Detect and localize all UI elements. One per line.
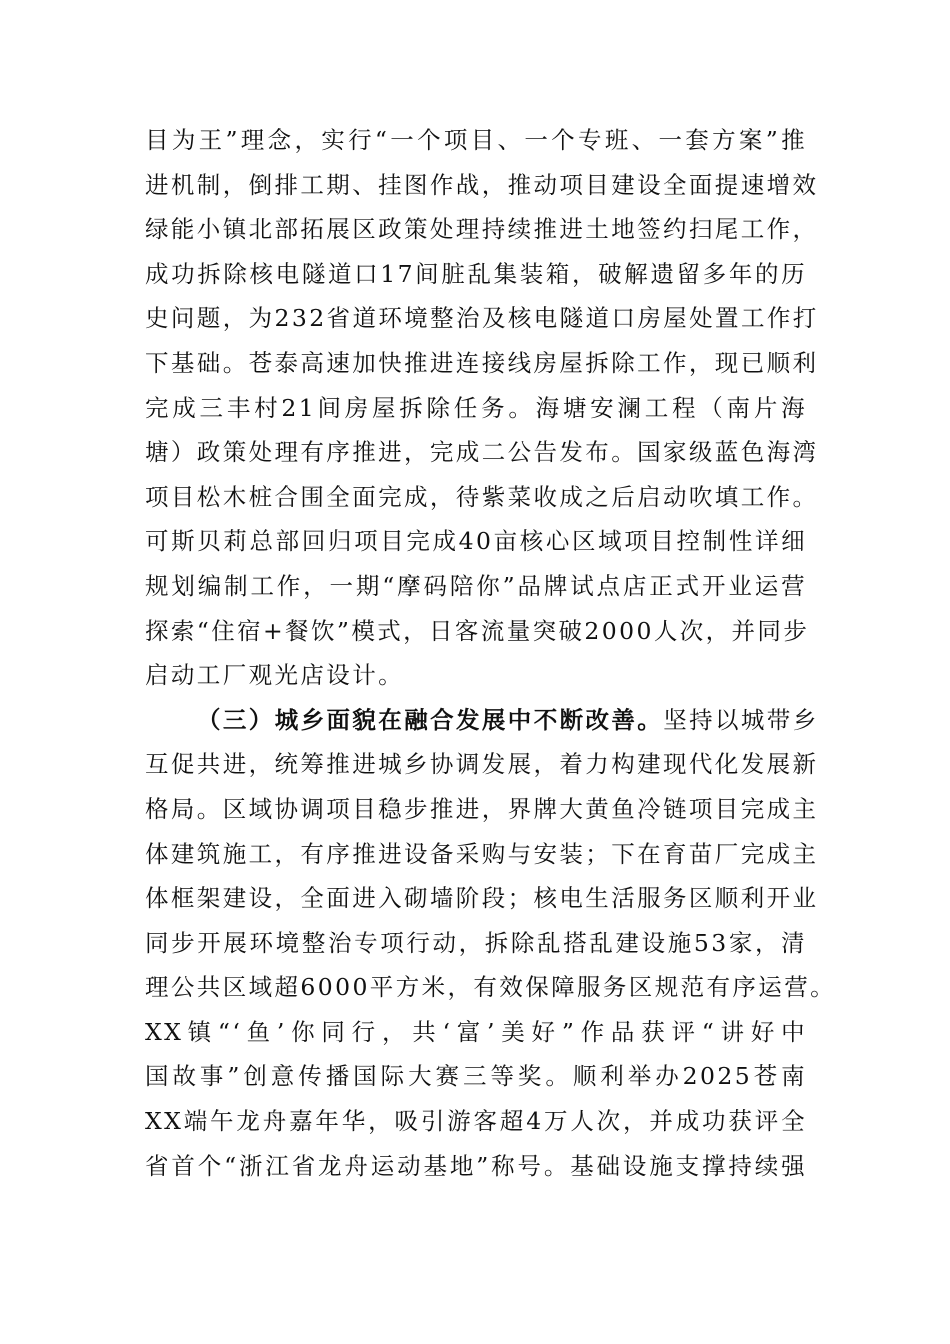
text-line: 同步开展环境整治专项行动，拆除乱搭乱建设施53家，清 [145,928,807,957]
text-line: 完成三丰村21间房屋拆除任务。海塘安澜工程（南片海 [145,393,807,422]
text-line: 史问题，为232省道环境整治及核电隧道口房屋处置工作打 [145,304,819,333]
text-line: 绿能小镇北部拓展区政策处理持续推进土地签约扫尾工作， [145,215,819,244]
text-line: 探索“住宿+餐饮”模式，日客流量突破2000人次，并同步 [145,616,810,645]
text-line: 塘）政策处理有序推进，完成二公告发布。国家级蓝色海湾 [145,438,819,467]
document-body [145,118,837,1188]
text-line: 理公共区域超6000平方米，有效保障服务区规范有序运营。 [145,973,837,1002]
text-line: 体框架建设，全面进入砌墙阶段；核电生活服务区顺利开业 [145,884,819,913]
text-line: 成功拆除核电隧道口17间脏乱集装箱，破解遗留多年的历 [145,259,807,288]
text-line: 可斯贝莉总部回归项目完成40亩核心区域项目控制性详细 [145,527,807,556]
text-line: 下基础。苍泰高速加快推进连接线房屋拆除工作，现已顺利 [145,348,819,377]
text-line: 项目松木桩合围全面完成，待紫菜收成之后启动吹填工作。 [145,482,819,511]
text-line: 省首个“浙江省龙舟运动基地”称号。基础设施支撑持续强 [145,1151,807,1180]
text-line: 启动工厂观光店设计。 [145,661,404,690]
text-run: 坚持以城带乡 [663,705,819,734]
text-line: 目为王”理念，实行“一个项目、一个专班、一套方案”推 [145,126,807,154]
text-line: XX镇“‘鱼’你同行，共‘富’美好”作品获评“讲好中 [145,1017,807,1046]
text-line: 进机制，倒排工期、挂图作战，推动项目建设全面提速增效 [145,170,819,199]
text-line: XX端午龙舟嘉年华，吸引游客超4万人次，并成功获评全 [145,1107,807,1136]
paragraph-project-progress [145,118,819,698]
paragraph-urban-rural [145,698,837,1189]
text-line: 规划编制工作，一期“摩码陪你”品牌试点店正式开业运营 [145,571,807,600]
text-line: 体建筑施工，有序推进设备采购与安装；下在育苗厂完成主 [145,839,819,868]
text-line: 格局。区域协调项目稳步推进，界牌大黄鱼冷链项目完成主 [145,794,819,823]
section-heading: （三）城乡面貌在融合发展中不断改善。 [197,705,664,734]
text-line: 互促共进，统筹推进城乡协调发展，着力构建现代化发展新 [145,750,819,779]
section-heading-line [145,698,819,743]
text-line: 国故事”创意传播国际大赛三等奖。顺利举办2025苍南 [145,1062,807,1091]
